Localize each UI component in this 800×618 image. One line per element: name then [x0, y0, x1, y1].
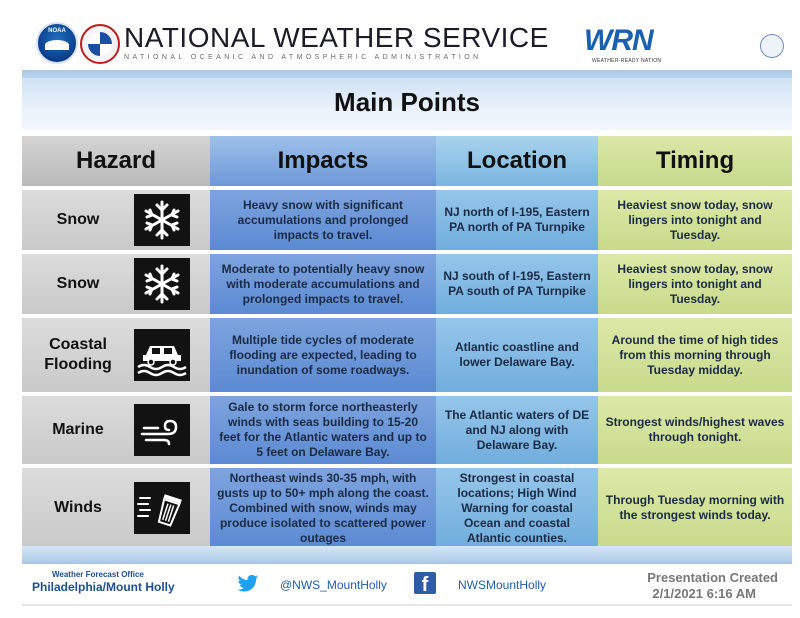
bottom-accent-bar	[22, 546, 792, 564]
car-flood-icon	[134, 329, 190, 381]
table-row	[22, 468, 792, 548]
hazard-cell	[22, 318, 210, 392]
timing-cell: Around the time of high tides from this morning through Tuesday midday.	[598, 318, 792, 392]
footer-divider	[22, 604, 792, 606]
footer	[22, 564, 792, 604]
twitter-icon[interactable]	[237, 574, 259, 594]
agency-title: NATIONAL WEATHER SERVICE	[124, 22, 549, 53]
noaa-logo-text: NOAA	[48, 28, 66, 34]
hazard-cell	[22, 468, 210, 548]
timing-cell: Heaviest snow today, snow lingers into tonight and Tuesday.	[598, 254, 792, 314]
hazard-cell	[22, 190, 210, 250]
commerce-seal-icon	[760, 34, 784, 58]
table-row	[22, 396, 792, 464]
impacts-cell: Heavy snow with significant accumulations and prolonged impacts to travel.	[210, 190, 436, 250]
table-header-row	[22, 136, 792, 186]
location-cell: NJ north of I-195, Eastern PA north of PA Turnpike	[436, 190, 598, 250]
table-row	[22, 190, 792, 250]
header-impacts: Impacts	[210, 136, 436, 186]
location-cell: Strongest in coastal locations; High Wind Warning for coastal Ocean and coastal Atlantic counties.	[436, 468, 598, 548]
hazard-cell	[22, 254, 210, 314]
weather-ready-nation-logo	[584, 24, 676, 64]
hazard-name: Marine	[52, 421, 104, 438]
hazard-cell	[22, 396, 210, 464]
facebook-icon[interactable]: f	[414, 572, 436, 594]
header-location: Location	[436, 136, 598, 186]
wind-swirl-icon	[134, 404, 190, 456]
office-name: Philadelphia/Mount Holly	[32, 580, 175, 594]
hazard-name: Snow	[56, 275, 100, 292]
noaa-logo-icon	[36, 22, 78, 64]
blown-trash-can-icon	[134, 482, 190, 534]
header-hazard: Hazard	[22, 136, 210, 186]
impacts-cell: Gale to storm force northeasterly winds with seas building to 15-20 feet for the Atlantic waters and up to 5 feet on Delaware Bay.	[210, 396, 436, 464]
hazard-name: Winds	[54, 499, 102, 516]
location-cell: Atlantic coastline and lower Delaware Bay.	[436, 318, 598, 392]
snowflake-icon	[134, 194, 190, 246]
timing-cell: Strongest winds/highest waves through tonight.	[598, 396, 792, 464]
impacts-cell: Moderate to potentially heavy snow with moderate accumulations and prolonged impacts to travel.	[210, 254, 436, 314]
snowflake-icon	[134, 258, 190, 310]
office-label: Weather Forecast Office	[52, 570, 144, 579]
facebook-handle-link[interactable]: NWSMountHolly	[458, 578, 547, 592]
impacts-cell: Multiple tide cycles of moderate flooding are expected, leading to inundation of some roadways.	[210, 318, 436, 392]
timing-cell: Through Tuesday morning with the strongest winds today.	[598, 468, 792, 548]
nws-logo-icon	[80, 24, 120, 64]
twitter-handle-link[interactable]: @NWS_MountHolly	[280, 578, 387, 592]
table-row	[22, 318, 792, 392]
location-cell: NJ south of I-195, Eastern PA south of PA Turnpike	[436, 254, 598, 314]
hazard-table	[22, 132, 792, 552]
impacts-cell: Northeast winds 30-35 mph, with gusts up to 50+ mph along the coast. Combined with snow, winds may produce isolated to scattered power outages	[210, 468, 436, 548]
presentation-created-label: Presentation Created	[647, 570, 778, 585]
slide-title-band	[22, 78, 792, 130]
presentation-date: 2/1/2021 6:16 AM	[652, 586, 756, 601]
hazard-name: Snow	[56, 211, 100, 228]
header	[0, 0, 800, 70]
wrn-caption: WEATHER-READY NATION	[592, 58, 662, 64]
wrn-logo-text: WRN	[584, 24, 653, 57]
hazard-name: Coastal Flooding	[44, 336, 112, 373]
location-cell: The Atlantic waters of DE and NJ along with Delaware Bay.	[436, 396, 598, 464]
slide-title: Main Points	[334, 87, 480, 117]
agency-subtitle: NATIONAL OCEANIC AND ATMOSPHERIC ADMINISTRATION	[124, 54, 482, 61]
timing-cell: Heaviest snow today, snow lingers into tonight and Tuesday.	[598, 190, 792, 250]
table-row	[22, 254, 792, 314]
header-timing: Timing	[598, 136, 792, 186]
